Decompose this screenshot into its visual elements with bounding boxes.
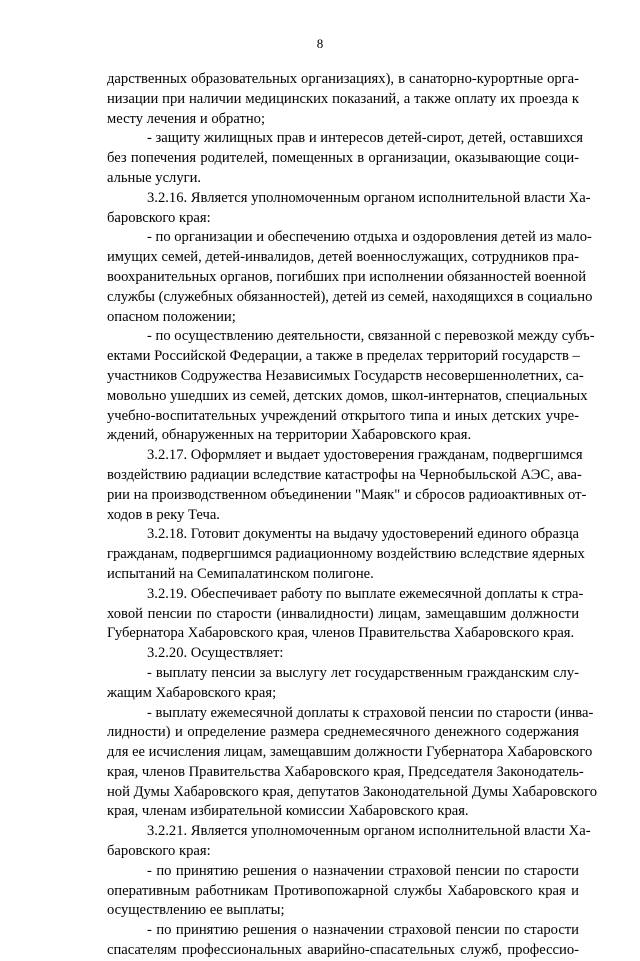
paragraph <box>107 644 579 664</box>
text-line: низации при наличии медицинских показаний, а также оплату их проезда к <box>107 90 579 107</box>
text-line: мовольно ушедших из семей, детских домов, школ-интернатов, специальных <box>107 387 588 404</box>
paragraph <box>107 446 587 525</box>
text-line: учебно-воспитательных учреждений открытого типа и иных детских учре- <box>107 407 579 424</box>
text-line: - выплату ежемесячной доплаты к страховой пенсии по старости (инва- <box>147 704 594 721</box>
text-line: месту лечения и обратно; <box>107 110 265 127</box>
text-line: - по принятию решения о назначении страховой пенсии по старости <box>147 862 579 879</box>
text-line: жащим Хабаровского края; <box>107 684 277 701</box>
text-line: края, членам избирательной комиссии Хабаровского края. <box>107 803 469 820</box>
text-line: баровского края: <box>107 843 211 860</box>
text-line: 3.2.20. Осуществляет: <box>147 645 284 662</box>
text-line: рии на производственном объединении "Маяк" и сбросов радиоактивных от- <box>107 486 587 503</box>
paragraph <box>107 704 597 823</box>
text-line: баровского края: <box>107 209 211 226</box>
paragraph <box>107 921 579 961</box>
paragraph <box>107 525 585 584</box>
paragraph <box>107 228 593 327</box>
text-line: 3.2.18. Готовит документы на выдачу удостоверений единого образца <box>147 526 579 543</box>
text-line: - выплату пенсии за выслугу лет государственным гражданским слу- <box>147 664 579 681</box>
text-line: ходов в реку Теча. <box>107 506 220 523</box>
text-line: оперативным работникам Противопожарной службы Хабаровского края и <box>107 882 579 899</box>
text-line: 3.2.19. Обеспечивает работу по выплате ежемесячной доплаты к стра- <box>147 585 584 602</box>
text-line: - по организации и обеспечению отдыха и оздоровления детей из мало- <box>147 229 592 246</box>
text-line: воохранительных органов, погибших при исполнении обязанностей военной <box>107 268 587 285</box>
text-line: ждений, обнаруженных на территории Хабаровского края. <box>107 427 472 444</box>
text-line: - защиту жилищных прав и интересов детей-сирот, детей, оставшихся <box>147 130 583 147</box>
text-line: лидности) и определение размера среднемесячного денежного содержания <box>107 724 579 741</box>
paragraph <box>107 585 584 644</box>
text-line: ной Думы Хабаровского края, депутатов Законодательной Думы Хабаровского <box>107 783 597 800</box>
text-line: для ее исчисления лицам, замещавшим должности Губернатора Хабаровского <box>107 744 593 761</box>
document-body <box>107 70 597 961</box>
paragraph <box>107 70 579 129</box>
text-line: службы (служебных обязанностей), детей из семей, находящихся в социально <box>107 288 593 305</box>
text-line: осуществлению ее выплаты; <box>107 902 285 919</box>
text-line: гражданам, подвергшимся радиационному воздействию вследствие ядерных <box>107 546 585 563</box>
text-line: ектами Российской Федерации, а также в пределах территорий государств – <box>107 348 580 365</box>
paragraph <box>107 862 579 921</box>
text-line: 3.2.16. Является уполномоченным органом исполнительной власти Ха- <box>147 189 591 206</box>
paragraph <box>107 664 579 704</box>
text-line: без попечения родителей, помещенных в организации, оказывающие соци- <box>107 150 579 167</box>
text-line: участников Содружества Независимых Государств несовершеннолетних, са- <box>107 367 584 384</box>
text-line: дарственных образовательных организациях), в санаторно-курортные орга- <box>107 71 579 87</box>
text-line: имущих семей, детей-инвалидов, детей военнослужащих, сотрудников пра- <box>107 249 579 266</box>
text-line: воздействию радиации вследствие катастрофы на Чернобыльской АЭС, ава- <box>107 466 582 483</box>
paragraph <box>107 327 595 446</box>
paragraph <box>107 129 583 188</box>
paragraph <box>107 822 591 862</box>
text-line: спасателям профессиональных аварийно-спасательных служб, профессио- <box>107 942 579 959</box>
text-line: края, членов Правительства Хабаровского края, Председателя Законодатель- <box>107 763 584 780</box>
text-line: - по осуществлению деятельности, связанной с перевозкой между субъ- <box>147 328 595 345</box>
paragraph <box>107 189 591 229</box>
text-line: 3.2.21. Является уполномоченным органом исполнительной власти Ха- <box>147 823 591 840</box>
text-line: - по принятию решения о назначении страховой пенсии по старости <box>147 922 579 939</box>
page-number: 8 <box>316 36 324 51</box>
text-line: Губернатора Хабаровского края, членов Правительства Хабаровского края. <box>107 625 575 642</box>
text-line: ховой пенсии по старости (инвалидности) лицам, замещавшим должности <box>107 605 579 622</box>
text-line: испытаний на Семипалатинском полигоне. <box>107 565 374 582</box>
text-line: опасном положении; <box>107 308 236 325</box>
text-line: альные услуги. <box>107 169 202 186</box>
text-line: 3.2.17. Оформляет и выдает удостоверения гражданам, подвергшимся <box>147 447 583 464</box>
